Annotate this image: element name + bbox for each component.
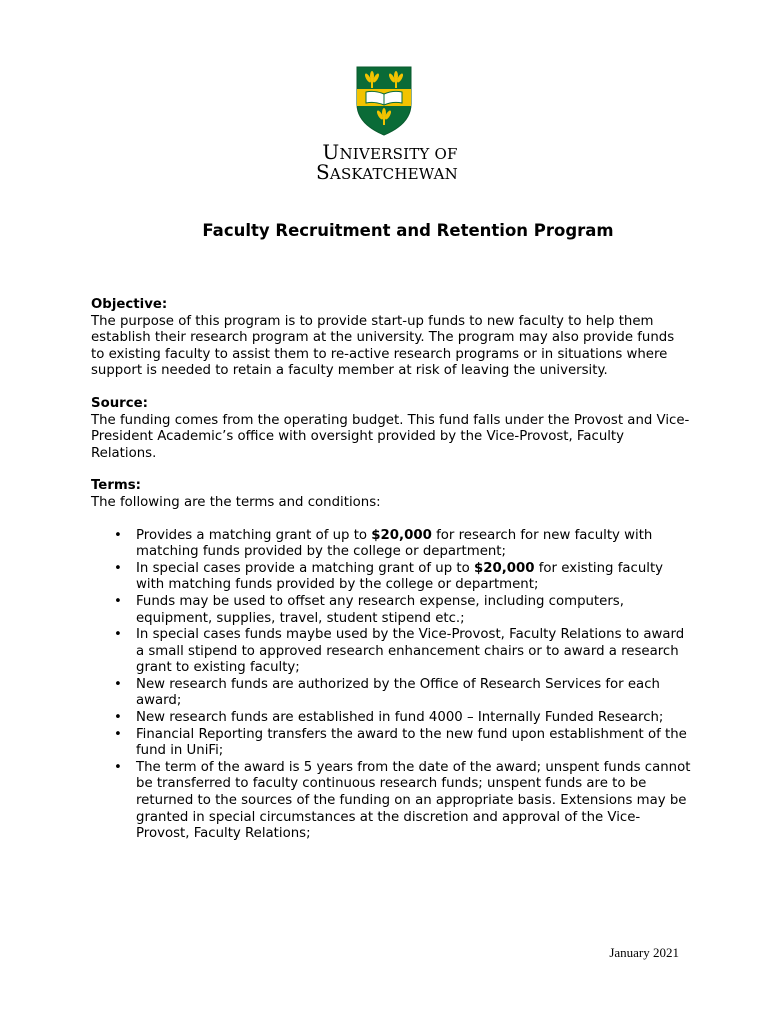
objective-heading: Objective:: [91, 297, 168, 312]
objective-text: The purpose of this program is to provide start-up funds to new faculty to help them establish their research program at the university. The program may also provide funds to existing faculty to assist them to re-active research programs or in situations where support is needed to retain a faculty member at risk of leaving the university.: [91, 313, 675, 379]
university-crest-logo: [356, 66, 412, 136]
terms-list-item: • Financial Reporting transfers the award to the new fund upon establishment of the fund in UniFi;: [136, 727, 691, 760]
terms-list-item: • New research funds are authorized by the Office of Research Services for each award;: [136, 677, 691, 710]
terms-list-item: • Funds may be used to offset any research expense, including computers, equipment, supplies, travel, student stipend etc.;: [136, 594, 691, 627]
terms-list-item: • In special cases provide a matching grant of up to $20,000 for existing faculty with matching funds provided by the college or department;: [136, 561, 691, 594]
university-wordmark-line1: UNIVERSITY OF: [322, 140, 458, 164]
terms-list-item: • Provides a matching grant of up to $20,000 for research for new faculty with matching funds provided by the college or department;: [136, 528, 691, 561]
source-text: The funding comes from the operating budget. This fund falls under the Provost and Vice-President Academic’s office with oversight provided by the Vice-Provost, Faculty Relations.: [91, 412, 690, 461]
terms-list: [91, 528, 691, 843]
source-heading: Source:: [91, 395, 148, 411]
terms-heading: Terms:: [91, 478, 141, 494]
footer-date: January 2021: [609, 945, 679, 960]
terms-intro: The following are the terms and conditions:: [91, 494, 381, 510]
terms-list-item: • In special cases funds maybe used by the Vice-Provost, Faculty Relations to award a small stipend to approved research enhancement chairs or to award a research grant to existing faculty;: [136, 627, 691, 677]
terms-list-item: • The term of the award is 5 years from the date of the award; unspent funds cannot be transferred to faculty continuous research funds; unspent funds are to be returned to the sources of the funding on an appropriate basis. Extensions may be granted in special circumstances at the discretion and approval of the Vice-Provost, Faculty Relations;: [136, 760, 691, 843]
university-wordmark-line2: SASKATCHEWAN: [316, 160, 458, 184]
terms-list-item: • New research funds are established in fund 4000 – Internally Funded Research;: [136, 710, 691, 727]
document-body: [91, 297, 691, 843]
document-title: Faculty Recruitment and Retention Program: [202, 221, 614, 240]
